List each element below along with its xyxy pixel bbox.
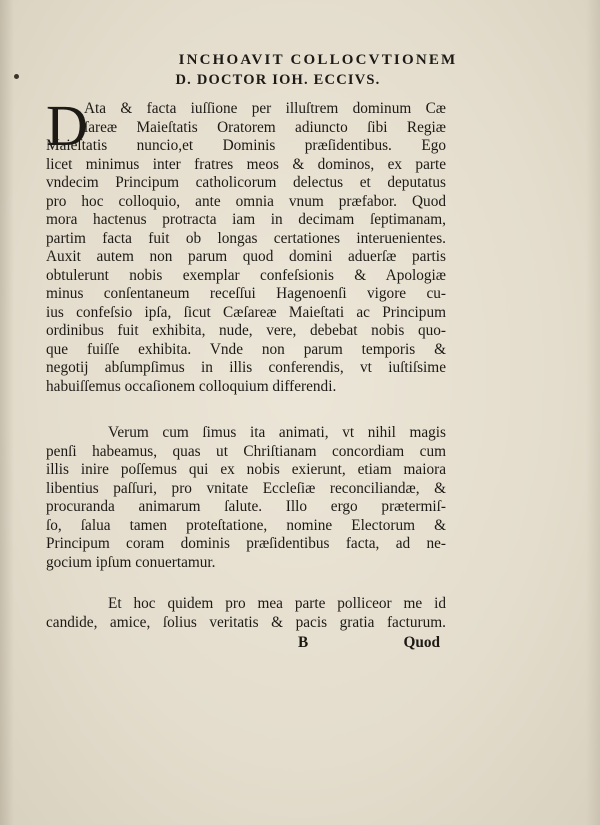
text-line: Maieſtatis nuncio,et Dominis præſidentibus. Ego bbox=[46, 137, 446, 154]
text-line: Verum cum ſimus ita animati, vt nihil magis bbox=[108, 424, 446, 441]
text-line: ſo, ſalua tamen proteſtatione, nomine Electorum & bbox=[46, 516, 446, 534]
text-line: Principum coram dominis præſidentibus facta, ad ne- bbox=[46, 535, 446, 552]
catchword: Quod bbox=[403, 634, 440, 651]
text-line: ordinibus fuit exhibita, nude, vere, debebat nobis quo- bbox=[46, 322, 446, 339]
text-line: Ata & facta iuſſione per illuſtrem dominum Cæ bbox=[84, 100, 446, 117]
text-line: obtulerunt nobis exemplar confeſsionis & Apologiæ bbox=[46, 266, 446, 284]
text-line: pro hoc colloquio, ante omnia vnum præfabor. Quod bbox=[46, 192, 446, 210]
paragraph-1 bbox=[46, 93, 446, 396]
text-line: vndecim Principum catholicorum delectus et deputatus bbox=[46, 174, 446, 191]
page-right-edge bbox=[586, 0, 600, 825]
page-left-edge bbox=[0, 0, 14, 825]
text-line: ius confeſsio ipſa, ſicut Cæſareæ Maieſtati ac Principum bbox=[46, 303, 446, 321]
text-line: illis inire poſſemus qui ex nobis exierunt, etiam maiora bbox=[46, 461, 446, 478]
page-footer bbox=[46, 634, 440, 654]
text-line: partim facta fuit ob longas certationes interuenientes. bbox=[46, 229, 446, 247]
text-line: procuranda animarum ſalute. Illo ergo prætermiſ- bbox=[46, 498, 446, 515]
heading-line-1: INCHOAVIT COLLOCVTIONEM bbox=[178, 52, 458, 68]
text-line: gocium ipſum conuertamur. bbox=[46, 553, 216, 571]
paragraph-2 bbox=[46, 424, 446, 572]
text-line: minus conſentaneum receſſui Hagenoenſi vigore cu- bbox=[46, 285, 446, 302]
text-line: libentius paſſuri, pro vnitate Eccleſiæ reconciliandæ, & bbox=[46, 479, 446, 497]
signature-mark: B bbox=[298, 634, 309, 651]
text-line: candide, amice, ſolius veritatis & pacis gratia facturum. bbox=[46, 613, 446, 631]
text-line: licet minimus inter fratres meos & dominos, ex parte bbox=[46, 155, 446, 173]
text-line: que fuiſſe exhibita. Vnde non parum temporis & bbox=[46, 340, 446, 358]
text-line: penſi habeamus, quas ut Chriſtianam concordiam cum bbox=[46, 442, 446, 460]
text-line: mora hactenus protracta iam in decimam ſeptimanam, bbox=[46, 211, 446, 228]
text-line: ſareæ Maieſtatis Oratorem adiuncto ſibi Regiæ bbox=[84, 118, 446, 136]
paragraph-3 bbox=[46, 595, 446, 632]
drop-cap-initial: D bbox=[46, 93, 88, 158]
text-line: Et hoc quidem pro mea parte polliceor me id bbox=[108, 595, 446, 612]
text-line: Auxit autem non parum quod domini aduerſæ partis bbox=[46, 248, 446, 265]
text-line: negotij abſumpſimus in illis conferendis, vt iuſtiſsime bbox=[46, 359, 446, 376]
text-line: habuiſſemus occaſionem colloquium differendi. bbox=[46, 377, 337, 395]
heading-line-2: D. DOCTOR IOH. ECCIVS. bbox=[175, 72, 381, 88]
